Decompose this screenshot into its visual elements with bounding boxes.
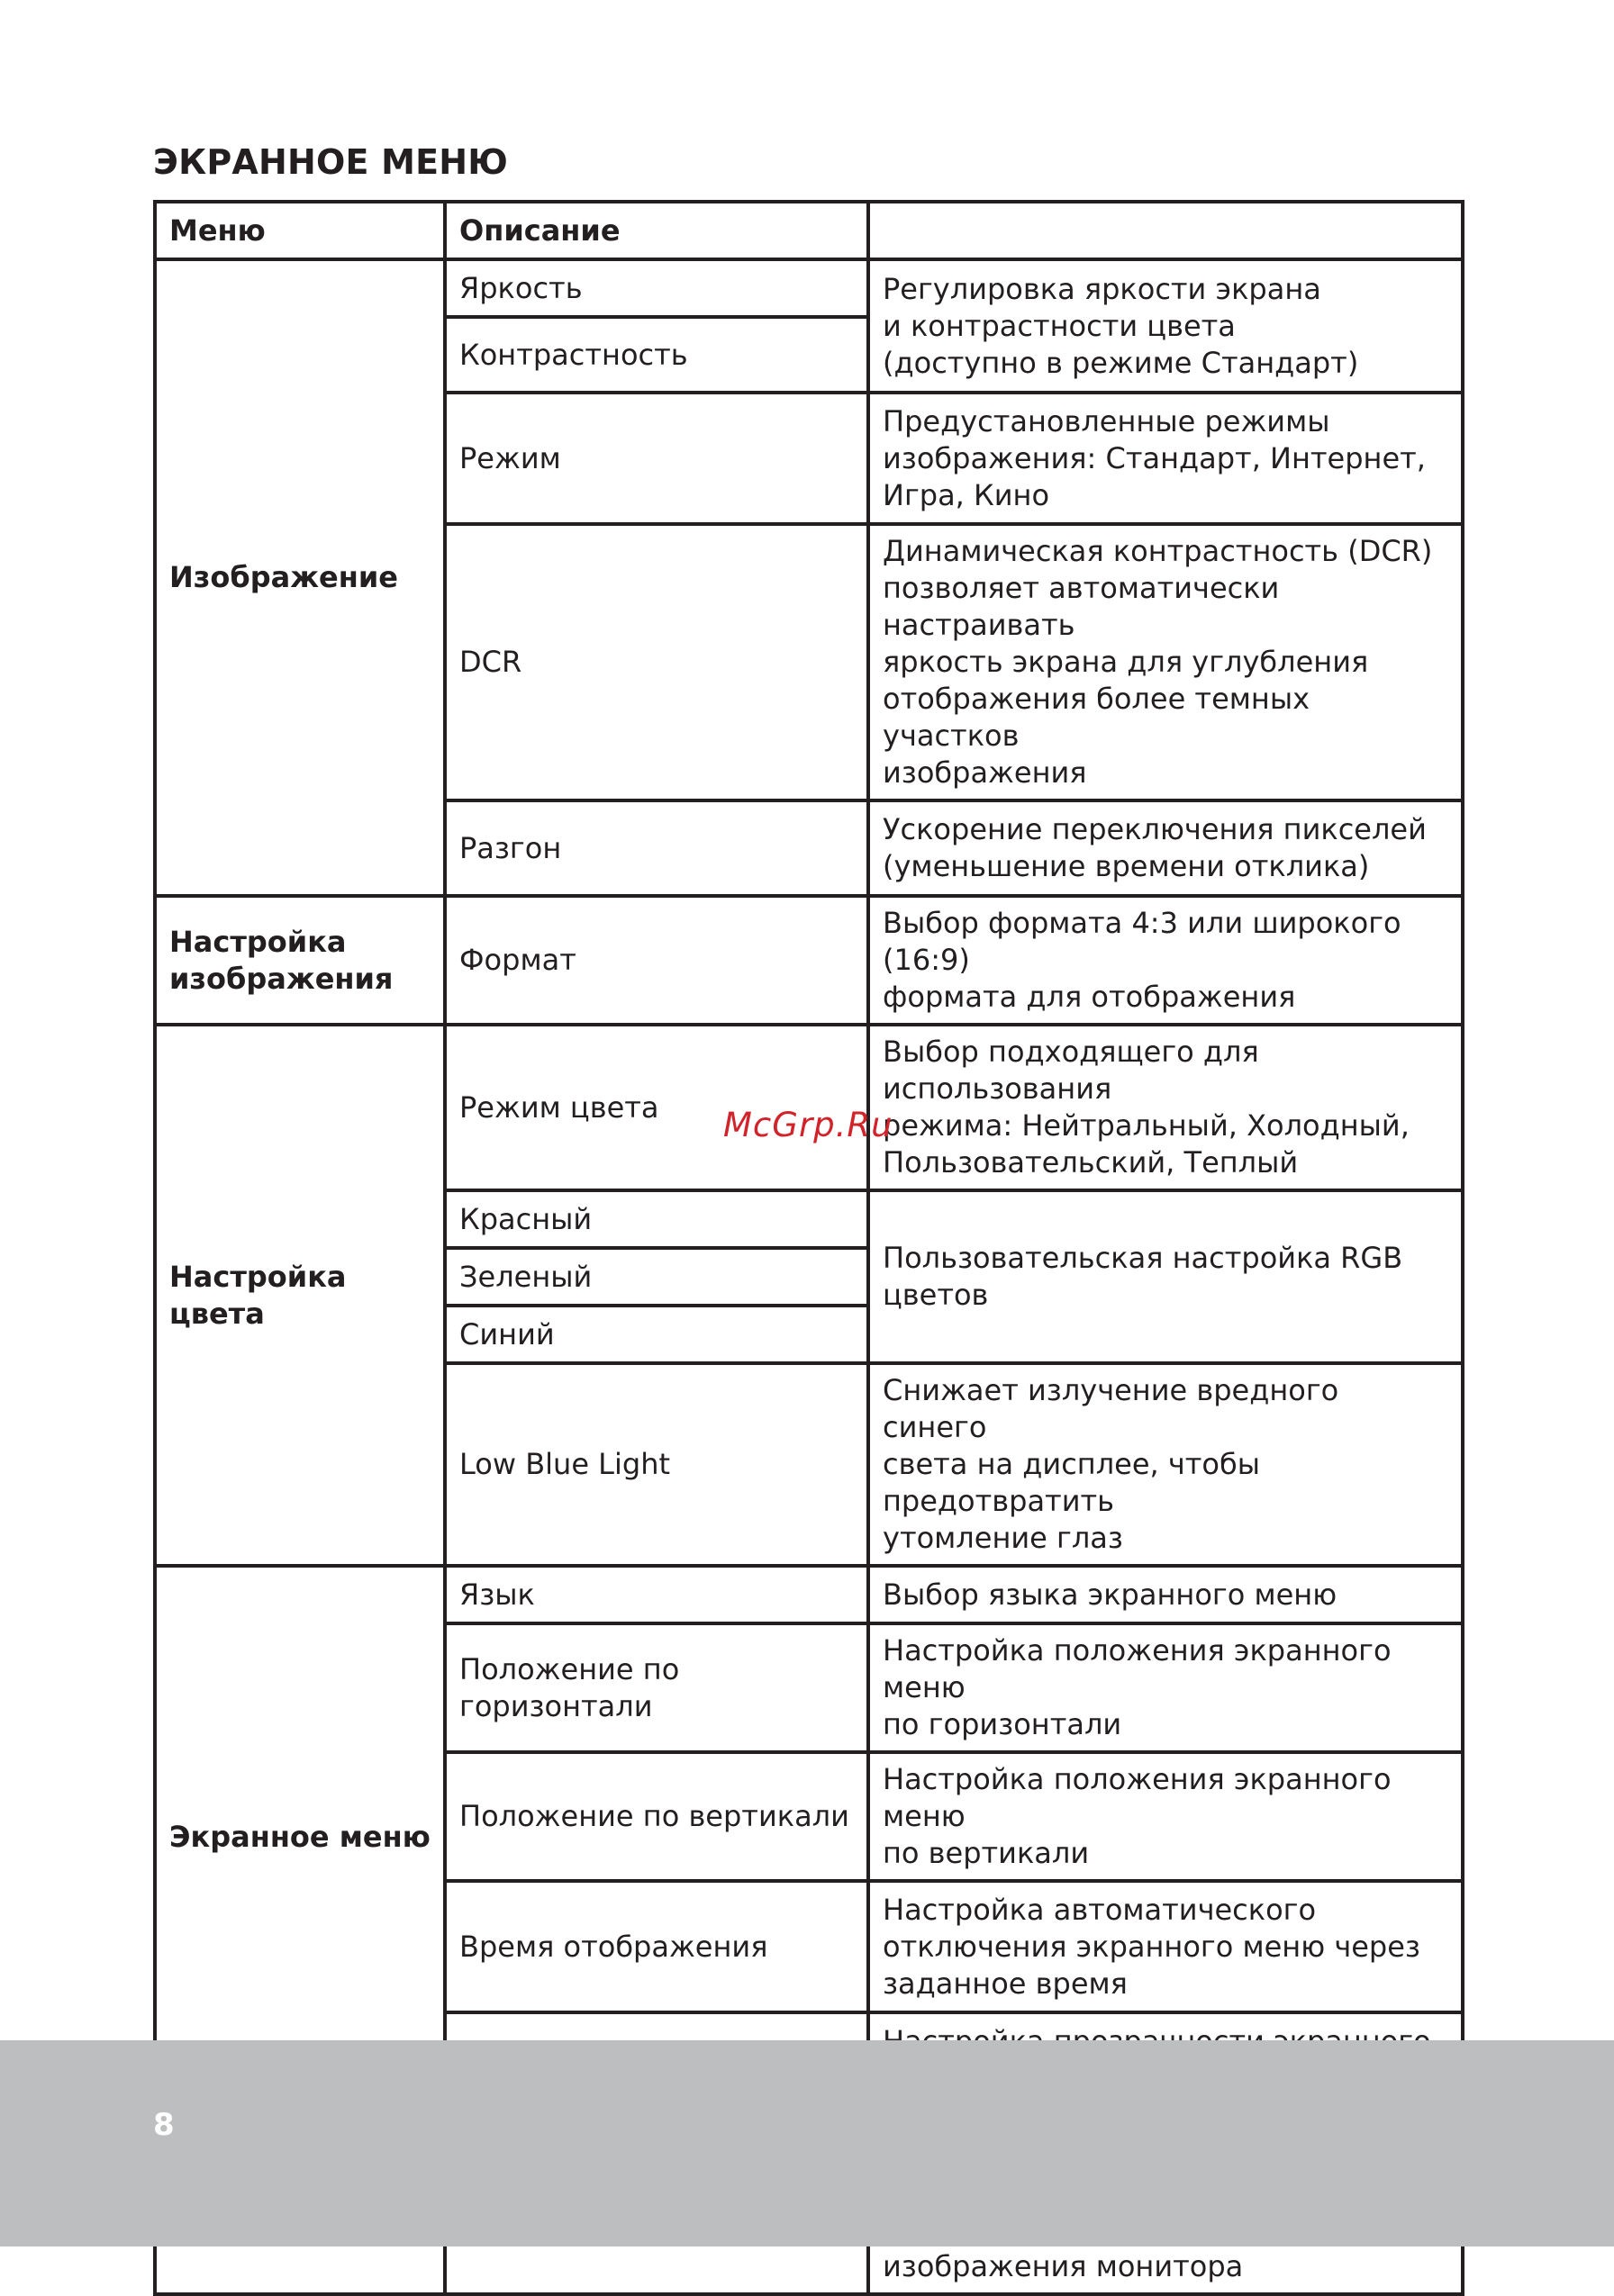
page-number: 8 <box>153 2107 175 2143</box>
table-row <box>155 259 1463 317</box>
item-name: Красный <box>445 1190 868 1248</box>
item-description: Снижает излучение вредного синего света на дисплее, чтобы предотвратить утомление глаз <box>868 1363 1463 1566</box>
item-name: Синий <box>445 1306 868 1363</box>
item-name: Разгон <box>445 800 868 896</box>
item-description: Выбор подходящего для использования режима: Нейтральный, Холодный, Пользовательский, Теплый <box>868 1025 1463 1190</box>
item-name: Положение по вертикали <box>445 1752 868 1881</box>
item-name: Режим цвета <box>445 1025 868 1190</box>
item-name: Low Blue Light <box>445 1363 868 1566</box>
item-description: Ускорение переключения пикселей (уменьшение времени отклика) <box>868 800 1463 896</box>
menu-section-image: Изображение <box>155 259 445 896</box>
item-description: Настройка положения экранного меню по вертикали <box>868 1752 1463 1881</box>
item-description: Предустановленные режимы изображения: Стандарт, Интернет, Игра, Кино <box>868 393 1463 524</box>
item-name: Язык <box>445 1566 868 1623</box>
table-header-row <box>155 202 1463 259</box>
item-name: DCR <box>445 524 868 800</box>
menu-section-picture-setup: Настройка изображения <box>155 896 445 1025</box>
item-description: Пользовательская настройка RGB цветов <box>868 1190 1463 1363</box>
item-description: Выбор языка экранного меню <box>868 1566 1463 1623</box>
item-description: изображения монитора <box>868 2165 1463 2294</box>
item-name: Зеленый <box>445 1248 868 1306</box>
header-description: Описание <box>445 202 868 259</box>
page-title: ЭКРАННОЕ МЕНЮ <box>153 142 509 182</box>
footer-band <box>0 2040 1614 2246</box>
item-description: Динамическая контрастность (DCR) позволяет автоматически настраивать яркость экрана для углубления отображения более темных участков изображения <box>868 524 1463 800</box>
item-description: Настройка положения экранного меню по горизонтали <box>868 1623 1463 1752</box>
item-name: Яркость <box>445 259 868 317</box>
watermark: McGrp.Ru <box>723 1106 893 1144</box>
item-name: Режим <box>445 393 868 524</box>
item-description: Настройка автоматического отключения экранного меню через заданное время <box>868 1881 1463 2012</box>
menu-section-osd: Экранное меню <box>155 1566 445 2108</box>
item-name: Положение по горизонтали <box>445 1623 868 1752</box>
item-name: Формат <box>445 896 868 1025</box>
item-name: Контрастность <box>445 317 868 393</box>
menu-section-color: Настройка цвета <box>155 1025 445 1566</box>
item-name: Время отображения <box>445 1881 868 2012</box>
item-description: Выбор формата 4:3 или широкого (16:9) формата для отображения <box>868 896 1463 1025</box>
osd-menu-table <box>153 200 1464 2296</box>
item-description: Регулировка яркости экрана и контрастности цвета (доступно в режиме Стандарт) <box>868 259 1463 393</box>
header-menu: Меню <box>155 202 445 259</box>
table-row <box>155 896 1463 1025</box>
table-row <box>155 1566 1463 1623</box>
header-empty <box>868 202 1463 259</box>
